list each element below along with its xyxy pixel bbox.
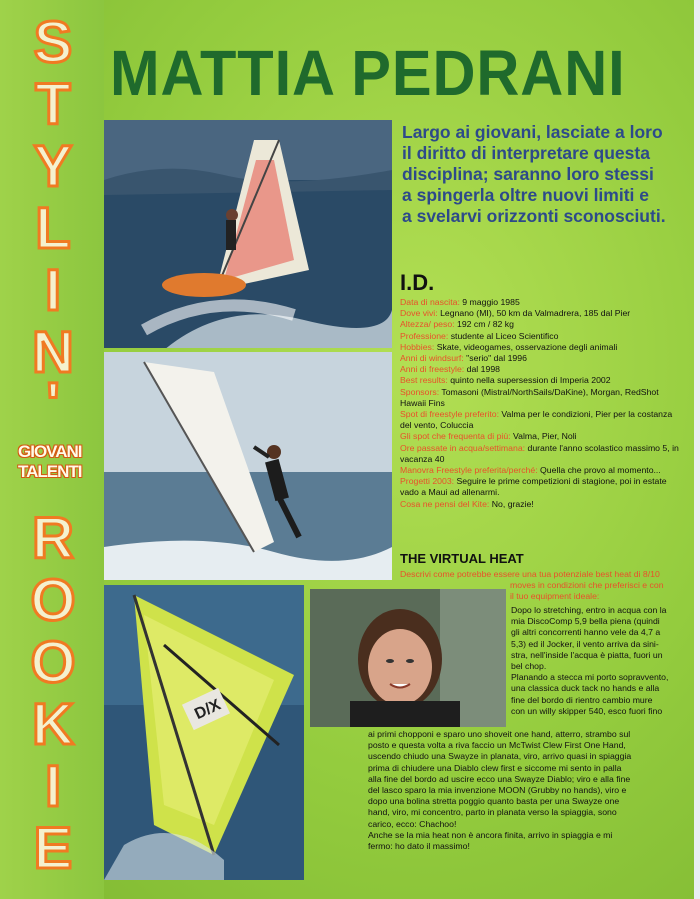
id-row <box>400 409 682 431</box>
intro-line: il diritto di interpretare questa <box>402 143 650 163</box>
section-tag <box>18 442 96 482</box>
body-line: uscendo chiudo una Swayze in planata, viro, arrivo quasi in spiaggia <box>368 751 632 762</box>
body-line: hand, viro, mi concentro, parto in planata verso la spiaggia, sono <box>368 807 617 818</box>
body-line: ai primi chopponi e sparo uno shoveit one hand, atterro, strambo sul <box>368 729 631 739</box>
heat-answer-wide <box>368 729 693 852</box>
id-key: Altezza/ peso: <box>400 319 455 330</box>
series-letter: T <box>35 72 71 137</box>
id-key: Gli spot che frequenta di più: <box>400 431 511 442</box>
id-key: Best results: <box>400 375 448 386</box>
id-value: 9 maggio 1985 <box>459 297 520 307</box>
id-value: Seguire le prime competizioni di stagione, poi in estate vado a Maui ad allenarmi. <box>400 476 667 498</box>
id-key: Anni di windsurf: <box>400 353 464 364</box>
id-key: Spot di freestyle preferito: <box>400 409 499 420</box>
series-letter: O <box>30 568 76 633</box>
id-key: Professione: <box>400 330 449 341</box>
id-value: Legnano (MI), 50 km da Valmadrera, 185 dal Pier <box>437 308 631 319</box>
section-tag-line2: TALENTI <box>18 462 82 481</box>
article-title: MATTIA PEDRANI <box>110 37 626 109</box>
id-key: Progetti 2003: <box>400 476 455 487</box>
id-row <box>400 319 682 330</box>
id-row <box>400 375 682 386</box>
id-value: Skate, videogames, osservazione degli animali <box>434 341 618 352</box>
series-letter: O <box>30 630 76 695</box>
body-line: alla fine del bordo ad uscire ecco una Swayze Diablo; viro e alla fine <box>368 773 631 784</box>
intro-line: a spingerla oltre nuovi limiti e <box>402 185 649 205</box>
section-tag-line1: GIOVANI <box>18 442 82 461</box>
id-key: Ore passate in acqua/settimana: <box>400 442 526 453</box>
id-row <box>400 387 682 409</box>
series-letter: I <box>44 754 62 819</box>
series-letter: E <box>33 816 73 881</box>
id-key: Hobbies: <box>400 341 435 352</box>
windsurf-photo-1 <box>104 120 392 348</box>
id-row <box>400 476 682 498</box>
series-letter: L <box>35 196 71 261</box>
id-value: studente al Liceo Scientifico <box>448 330 559 341</box>
id-value: 192 cm / 82 kg <box>454 319 514 330</box>
id-row <box>400 431 682 442</box>
body-line: una classica duck tack no hands e alla <box>511 683 660 694</box>
id-row <box>400 364 682 375</box>
id-key: Sponsors: <box>400 386 440 397</box>
body-line: gli altri concorrenti hanno vele da 4,7 a <box>511 627 661 638</box>
id-row <box>400 308 682 319</box>
series-letter: Y <box>33 134 73 199</box>
intro-line: a svelarvi orizzonti sconosciuti. <box>402 206 666 226</box>
id-value: Tomasoni (Mistral/NorthSails/DaKine), Morgan, RedShot Hawaii Fins <box>400 386 659 408</box>
page-edge <box>694 0 700 899</box>
windsurf-photo-3 <box>104 585 304 880</box>
id-row <box>400 353 682 364</box>
id-row <box>400 443 682 465</box>
id-row <box>400 499 682 510</box>
heat-question-line: moves in condizioni che preferisci e con <box>510 580 664 591</box>
body-line: fermo: ho dato il massimo! <box>368 841 470 852</box>
id-value: dal 1998 <box>464 364 500 375</box>
id-value: "serio" dal 1996 <box>463 353 527 364</box>
heat-heading: THE VIRTUAL HEAT <box>400 551 524 566</box>
id-list <box>400 297 682 510</box>
sail-logo: D/X <box>192 696 224 724</box>
series-title-bottom <box>18 508 88 880</box>
id-key: Data di nascita: <box>400 297 460 307</box>
id-row <box>400 342 682 353</box>
intro-line: Largo ai giovani, lasciate a loro <box>402 122 663 142</box>
intro-line: disciplina; saranno loro stessi <box>402 164 654 184</box>
id-heading: I.D. <box>400 270 435 295</box>
portrait-photo <box>310 589 506 727</box>
body-line: posto e questa volta a riva faccio un McTwist Clew First One Hand, <box>368 740 626 751</box>
body-line: mia DiscoComp 5,9 bella piena (quindi <box>511 616 660 627</box>
body-line: stra, nell'inside l'acqua è piatta, fuori un <box>511 649 663 660</box>
id-value: Valma per le condizioni, Pier per la costanza del vento, Coluccia <box>400 409 673 431</box>
heat-question <box>400 569 682 603</box>
heat-question-line: Descrivi come potrebbe essere una tua potenziale best heat di 8/10 <box>400 569 660 579</box>
id-value: Quella che provo al momento... <box>537 465 661 476</box>
body-line: prima di chiudere una Diablo clew first e siccome mi sento in palla <box>368 762 622 773</box>
id-key: Cosa ne pensi del Kite: <box>400 498 490 509</box>
body-line: Anche se la mia heat non è ancora finita, arrivo in spiaggia e mi <box>368 829 613 840</box>
series-letter: ' <box>46 371 60 436</box>
body-line: fine del bordo di rientro cambio mure <box>511 694 653 705</box>
series-letter: I <box>44 258 62 323</box>
id-value: No, grazie! <box>489 498 534 509</box>
series-title-top <box>18 10 88 436</box>
body-line: dopo una bolina stretta poggio quanto basta per una Swayze one <box>368 796 620 807</box>
body-line: carico, ecco: Chachoo! <box>368 818 457 829</box>
id-row <box>400 297 682 308</box>
body-line: Dopo lo stretching, entro in acqua con la <box>511 605 667 615</box>
id-value: Valma, Pier, Noli <box>510 431 577 442</box>
body-line: bel chop. <box>511 661 547 672</box>
heat-answer-column <box>511 605 689 717</box>
intro-paragraph <box>402 122 692 227</box>
body-line: del lasco sparo la mia invenzione MOON (Grubby no hands), viro e <box>368 785 627 796</box>
id-value: quinto nella supersession di Imperia 2002 <box>447 375 611 386</box>
id-key: Anni di freestyle: <box>400 364 465 375</box>
series-letter: K <box>32 692 74 757</box>
series-letter: R <box>32 506 74 571</box>
id-row <box>400 465 682 476</box>
series-letter: N <box>32 320 74 385</box>
id-key: Manovra Freestyle preferita/perché: <box>400 465 538 476</box>
series-letter: S <box>33 10 73 75</box>
body-line: 5,3) ed il Jocker, il vento arriva da sini- <box>511 638 659 649</box>
id-value: durante l'anno scolastico massimo 5, in vacanza 40 <box>400 442 679 464</box>
windsurf-photo-2 <box>104 352 392 580</box>
id-row <box>400 331 682 342</box>
id-key: Dove vivi: <box>400 308 438 319</box>
body-line: Planando a stecca mi porto sopravvento, <box>511 672 669 683</box>
body-line: con un willy skipper 540, esco fuori fino <box>511 705 663 716</box>
heat-question-line: il tuo equipment ideale: <box>510 591 600 602</box>
